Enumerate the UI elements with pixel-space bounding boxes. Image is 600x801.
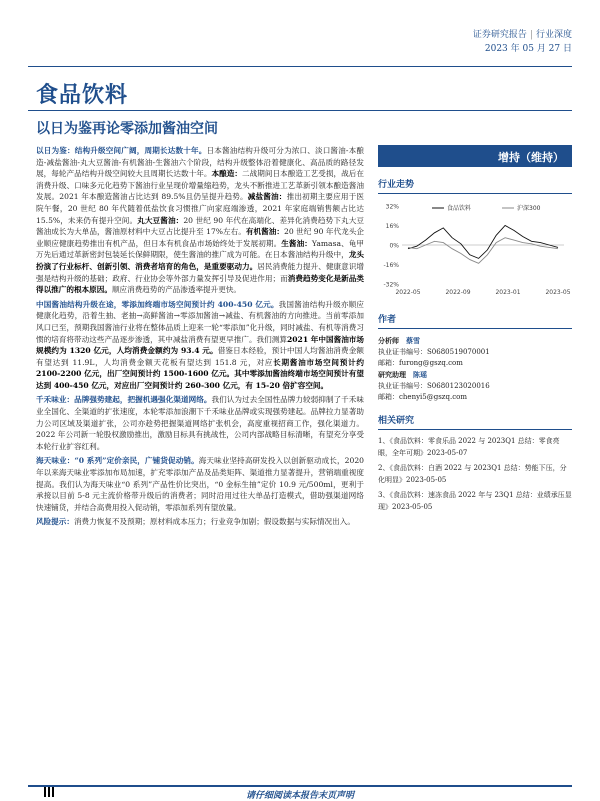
label: 以日为鉴： (36, 146, 75, 155)
report-type: 证券研究报告 (472, 30, 527, 40)
para-text: 我们认为过去全国性品牌力较弱抑制了千禾味业全国化、全渠道的扩张速度，本轮零添加浪潮下千禾味业品牌或实现强势建起。品牌拉力显著助力公司区域及渠道扩张，公司亦趁势把握渠道网络扩张机会，高度重视招商工作，强化渠道力。2022 年公司新一轮股权激励推出，激励目标具有挑战性，公司内部战略目标清晰，有望充分享受本轮行业扩容红利。 (36, 395, 365, 451)
authors-section-title: 作者 (378, 312, 572, 329)
keyword: 消费趋势变化是新品类得以推广的根本原因。 (36, 273, 365, 295)
paragraph-japan (36, 145, 364, 296)
para-head: 风险提示： (36, 517, 74, 527)
author-role: 分析师 (378, 336, 399, 345)
para-text: 借鉴日本经验，预计中国人均酱油消费金额有望达到 11.9L，人均消费金额天花板有望达到 151.8 元，对应 (36, 346, 365, 367)
keyword: 减盐酱油： (247, 192, 287, 202)
related-item[interactable]: 2、《食品饮料：白酒 2022 与 2023Q1 总结：势能下压，分化明显》2023-05-05 (378, 464, 567, 484)
author-email[interactable]: 邮箱：chenyi5@gszq.com (378, 393, 467, 401)
x-tick-label: 2023-01 (495, 289, 521, 296)
paragraph-haitian (36, 455, 364, 513)
keyword: 长期酱油市场空间预计约 2100-2200 亿元，出厂空间预计约 1500-1600 亿元。 (36, 357, 364, 379)
para-text: 20 世纪 90 年代在高端化、差异化消费趋势下丸大豆酱油成长为大单品，酱油原材料中大豆占比提升至 17%左右。 (36, 215, 364, 237)
keyword: 本酿造： (211, 169, 242, 179)
keyword: 丸大豆酱油： (137, 215, 184, 225)
author-license: 执业证书编号：S0680519070001 (378, 348, 490, 356)
author-role: 研究助理 (378, 370, 406, 379)
para-text: 二战期间日本酿造工艺受损，战后在消费升级、口味多元化趋势下酱油行业呈现价增量缩趋势，龙头不断推进工艺革新引领本酿造酱油发展。2021 年本酿造酱油占比达到 89.5%且仍呈提升趋势。 (36, 169, 365, 202)
y-tick-label: 0% (389, 242, 399, 250)
report-date: 2023 年 05 月 27 日 (484, 44, 572, 54)
related-item[interactable]: 1、《食品饮料：零食乐品 2022 与 2023Q1 总结：零食亮眼，全年可期》2023-05-07 (378, 437, 560, 457)
title-divider (28, 110, 572, 111)
para-head: 海天味业：“0 系列”定价亲民，广铺货促动销。 (36, 456, 199, 466)
keyword: 其中零添加酱油终端市场空间预计有望达到 400-450 亿元，对应出厂空间预计约 260-300 亿元，有 15-20 倍扩容空间。 (36, 369, 364, 390)
para-text: Yamasa、龟甲万先后通过革新密封包装延长保鲜期限，使生酱油的推广成为可能。在日本酱油结构升级中， (36, 238, 365, 260)
trend-chart (378, 198, 572, 302)
paragraph-qianhe (36, 394, 364, 452)
related-list (378, 436, 572, 513)
para-text: 20 世纪 90 年代龙头企业顺应健康趋势推出有机产品，但日本有机食品市场始终处于发展初期。 (36, 227, 364, 248)
keyword: 生酱油： (281, 238, 312, 248)
report-header: 证券研究报告 | 行业深度 2023 年 05 月 27 日 (472, 30, 572, 54)
y-tick-label: -16% (383, 262, 399, 269)
para-text: 推出初期主要应用于医院午餐，20 世纪 80 年代随着低盐饮食习惯推广向家庭端渗透，2021 年家庭端销售额占比达 15.5%，未来仍有提升空间。 (36, 192, 365, 225)
authors-block (378, 335, 572, 403)
footer-divider (28, 785, 572, 787)
y-tick-label: 16% (385, 223, 399, 230)
y-tick-label: 32% (385, 203, 399, 211)
related-section-title: 相关研究 (378, 413, 572, 430)
trend-chart-svg (378, 198, 572, 302)
author-name: 蔡雪 (406, 336, 420, 345)
para-head: 千禾味业：品牌强势建起，把握机遇强化渠道网络。 (36, 395, 212, 405)
author-email[interactable]: 邮箱：furong@gszq.com (378, 359, 463, 367)
legend-label: 食品饮料 (447, 205, 472, 212)
para-text: 海天味业坚持高研发投入以创新驱动成长，2020 年以来海天味业零添加布局加速，扩充零添加产品及品类矩阵、渠道推力显著提升，营销端重视度提高。我们认为海天味业“0 系列”产品性价比突出，“0 金标生抽”定价 10.9 元/500ml，更利于承接以目前 5-8 元主流价格带升级后的消费者；同时沿用过往大单品打造模式，借助强渠道网络快速铺货，并结合高费用投入促动销，零添加系列有望放量。 (36, 456, 364, 512)
paragraph-risk (36, 516, 364, 528)
author-license: 执业证书编号：S0680123020016 (378, 382, 490, 390)
footer-disclaimer: 请仔细阅读本报告末页声明 (245, 791, 354, 801)
rating-badge: 增持（维持） (378, 145, 572, 167)
para-text: 我国酱油结构升级亦顺应健康化趋势，沿着生抽、老抽→高鲜酱油→零添加酱油→减盐、有机酱油的方向推进。当前零添加风口已至，预期我国酱油行业将在整体品质上迎来一轮“零添加”化升级，同时减盐、有机等消费习惯的培育将带动这些产品逐步渗透，其中减盐消费有望更早推广。我们测算 (36, 299, 364, 344)
legend-label: 沪深300 (517, 205, 541, 212)
y-tick-label: -32% (383, 281, 399, 289)
sidebar (378, 145, 572, 517)
author-name: 陈瑶 (413, 370, 427, 379)
industry-title: 食品饮料 (36, 83, 129, 108)
para-text: 顺应消费趋势的产品渗透率提升更快。 (111, 285, 242, 295)
header-divider (28, 66, 572, 67)
keyword: 龙头扮演了行业标杆、创新引领、消费者培育的角色，是重要驱动力。 (36, 250, 365, 271)
para-head: 中国酱油结构升级在途，零添加终端市场空间预计约 400-450 亿元。 (36, 299, 279, 309)
para-text: 居民消费能力提升、健康意识增强是结构升级的基础；政府、行业协会等外部力量发挥引导及促进作用；而 (36, 261, 365, 283)
report-title: 以日为鉴再论零添加酱油空间 (36, 121, 218, 137)
report-category: 行业深度 (535, 30, 572, 40)
para-head: 结构升级空间广阔，周期长达数十年。 (74, 146, 207, 155)
x-tick-label: 2023-05 (545, 289, 571, 296)
series-line-0 (408, 226, 558, 259)
keyword: 2021 年中国酱油市场规模约为 1320 亿元，人均消费金额约为 93.4 元。 (36, 334, 365, 356)
summary-body (36, 145, 364, 531)
x-tick-label: 2022-05 (395, 289, 421, 296)
related-item[interactable]: 3、《食品饮料：速冻食品 2022 年与 23Q1 总结：业绩承压显现》2023-05-05 (378, 491, 572, 511)
keyword: 有机酱油： (245, 227, 285, 237)
paragraph-china (36, 299, 364, 392)
trend-section-title: 行业走势 (378, 177, 572, 194)
para-text: 消费力恢复不及预期；原材料成本压力；行业竞争加剧；假设数据与实际情况出入。 (73, 517, 355, 527)
para-text: 日本酱油结构升级可分为浓口、淡口酱油-本酿造-减盐酱油-丸大豆酱油-有机酱油-生酱油六个阶段，结构升级整体沿着健康化、高品质的路径发展，每轮产品结构升级空间较大且周期长达数十年。 (36, 146, 364, 179)
x-tick-label: 2022-09 (445, 289, 471, 296)
